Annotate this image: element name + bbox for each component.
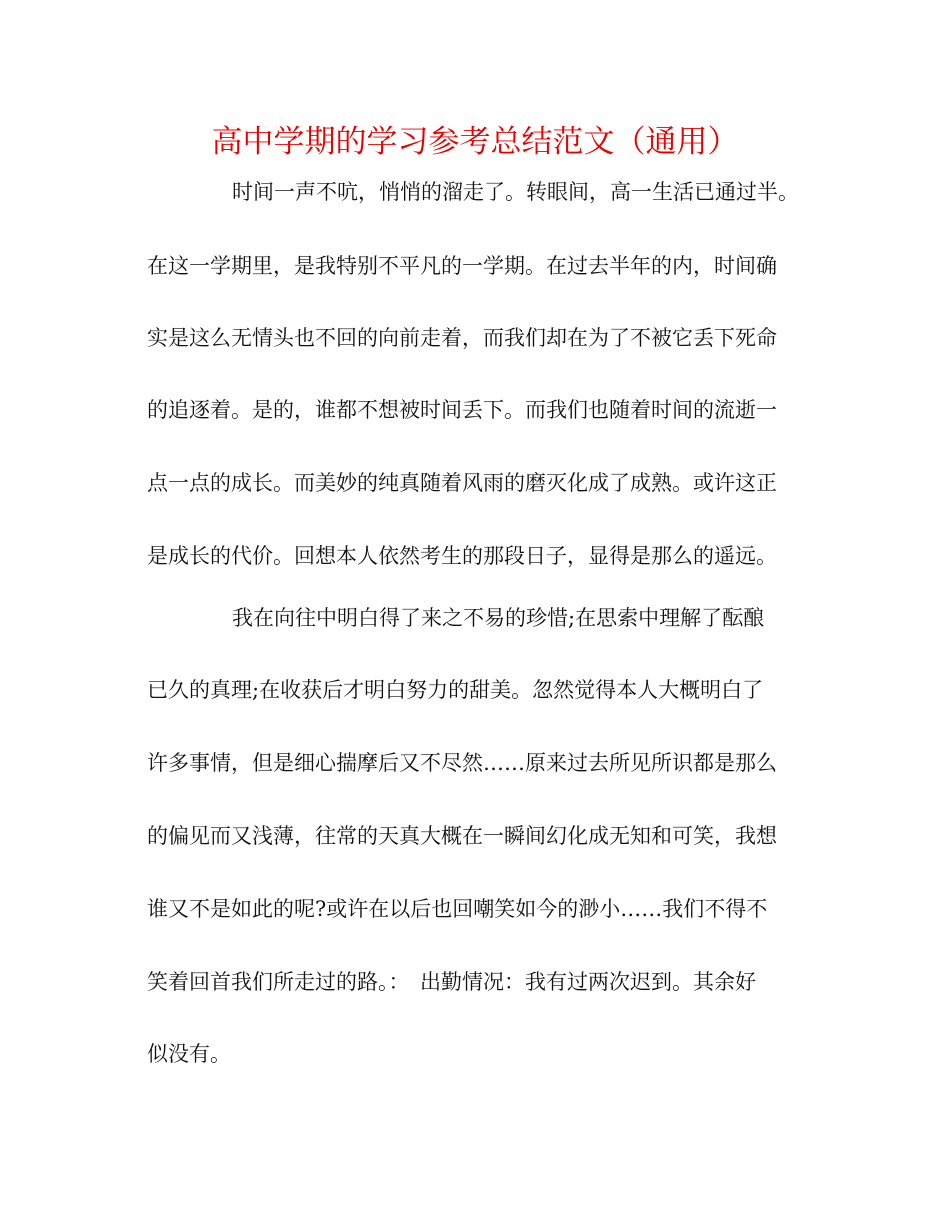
paragraph-1-line-1: 时间一声不吭，悄悄的溜走了。转眼间，高一生活已通过半。 <box>232 180 799 204</box>
paragraph-2-line-7: 似没有。 <box>147 1042 231 1066</box>
paragraph-2-line-1: 我在向往中明白得了来之不易的珍惜;在思索中理解了酝酿 <box>232 606 765 630</box>
paragraph-2-line-6: 笑着回首我们所走过的路。： 出勤情况：我有过两次迟到。其余好 <box>147 970 756 994</box>
paragraph-2-line-4: 的偏见而又浅薄，往常的天真大概在一瞬间幻化成无知和可笑，我想 <box>147 824 777 848</box>
document-title: 高中学期的学习参考总结范文（通用） <box>211 124 739 160</box>
paragraph-2-line-5: 谁又不是如此的呢?或许在以后也回嘲笑如今的渺小……我们不得不 <box>147 897 768 921</box>
paragraph-1-line-4: 的追逐着。是的，谁都不想被时间丢下。而我们也随着时间的流逝一 <box>147 398 777 422</box>
paragraph-1-line-3: 实是这么无情头也不回的向前走着，而我们却在为了不被它丢下死命 <box>147 326 777 350</box>
paragraph-1-line-5: 点一点的成长。而美妙的纯真随着风雨的磨灭化成了成熟。或许这正 <box>147 471 777 495</box>
paragraph-2-line-3: 许多事情，但是细心揣摩后又不尽然……原来过去所见所识都是那么 <box>147 751 777 775</box>
paragraph-1-line-2: 在这一学期里，是我特别不平凡的一学期。在过去半年的内，时间确 <box>147 254 777 278</box>
paragraph-2-line-2: 已久的真理;在收获后才明白努力的甜美。忽然觉得本人大概明白了 <box>147 678 764 702</box>
paragraph-1-line-6: 是成长的代价。回想本人依然考生的那段日子，显得是那么的遥远。 <box>147 544 777 568</box>
